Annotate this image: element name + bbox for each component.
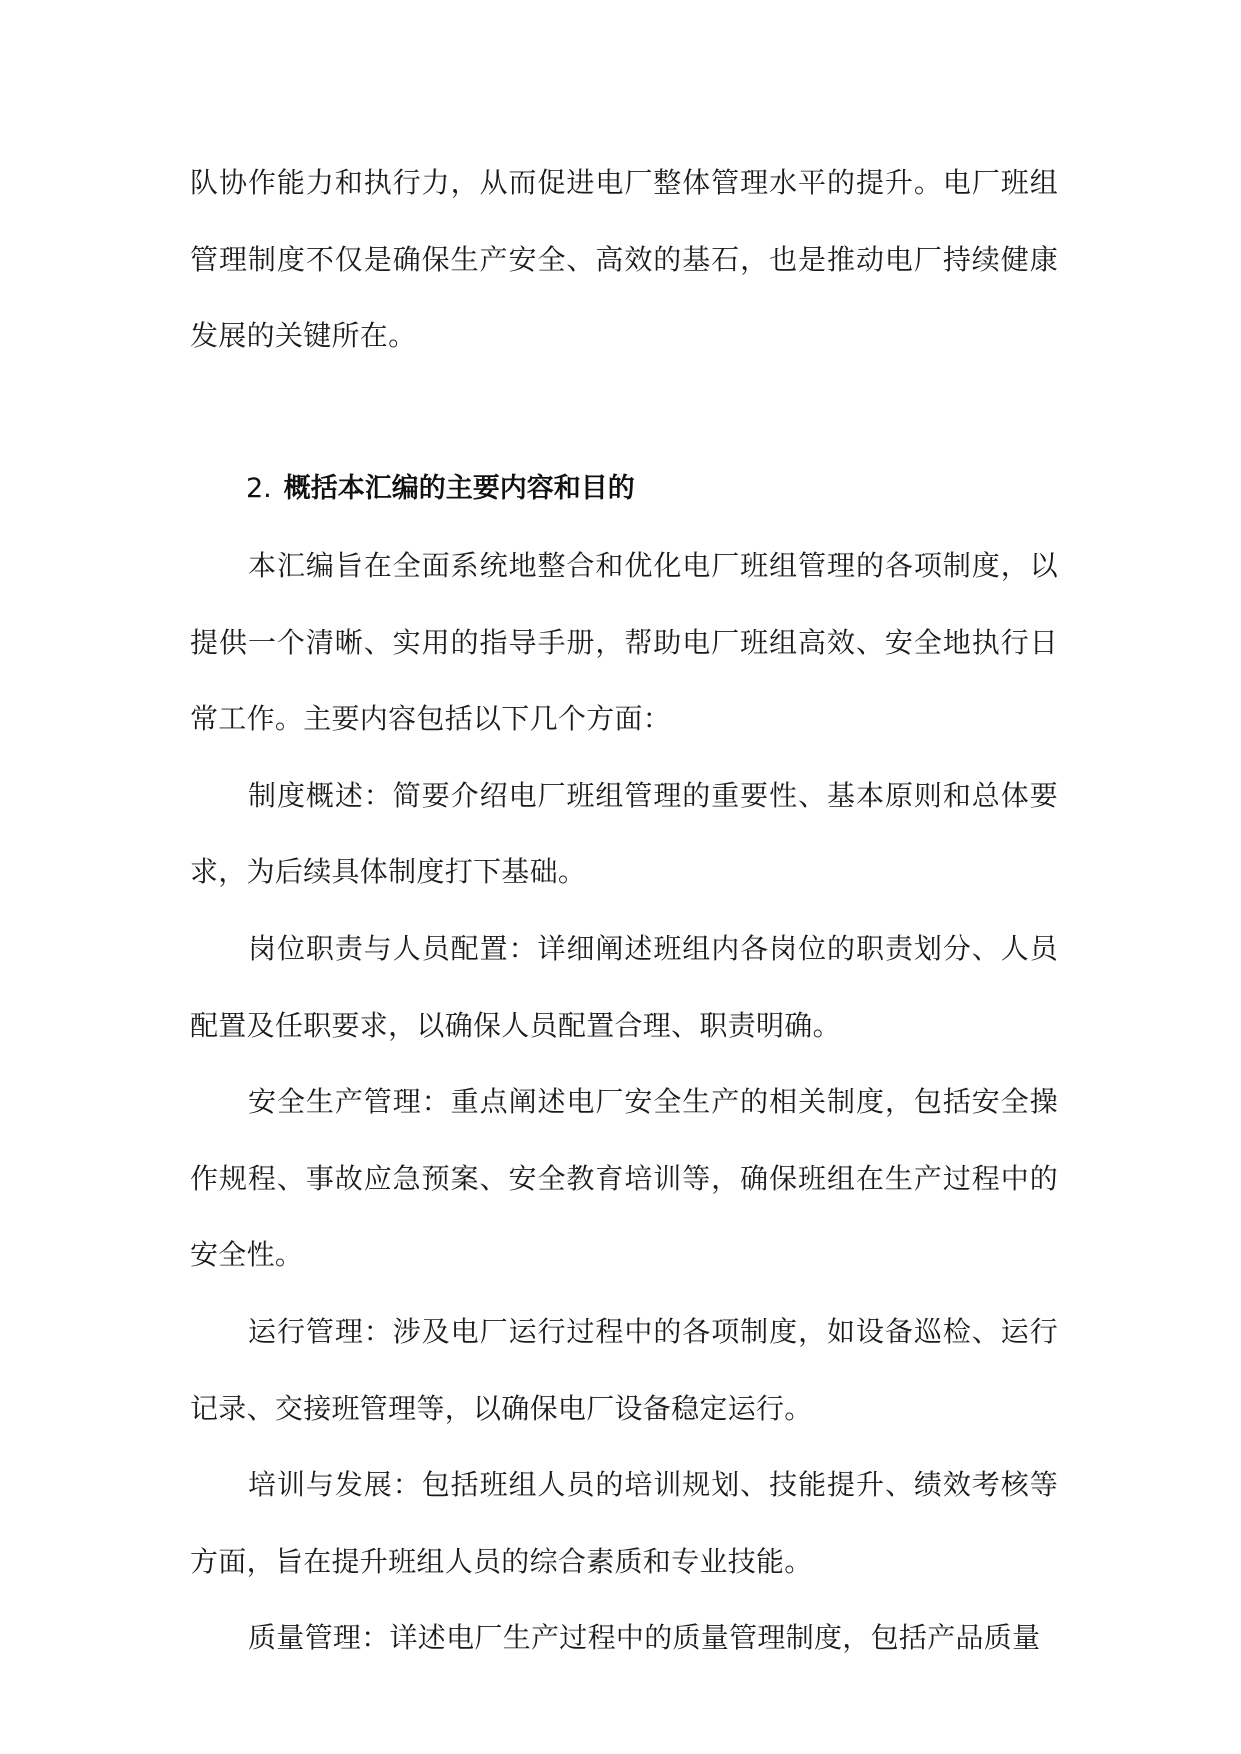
paragraph-overview: 制度概述：简要介绍电厂班组管理的重要性、基本原则和总体要求，为后续具体制度打下基础。 (190, 778, 1058, 889)
paragraph-training: 培训与发展：包括班组人员的培训规划、技能提升、绩效考核等方面，旨在提升班组人员的综合素质和专业技能。 (190, 1468, 1058, 1578)
paragraph-operations: 运行管理：涉及电厂运行过程中的各项制度，如设备巡检、运行记录、交接班管理等，以确保电厂设备稳定运行。 (190, 1314, 1058, 1425)
document-body (190, 145, 1058, 1677)
section-title: 概括本汇编的主要内容和目的 (283, 473, 635, 505)
paragraph-purpose: 本汇编旨在全面系统地整合和优化电厂班组管理的各项制度，以提供一个清晰、实用的指导手册，帮助电厂班组高效、安全地执行日常工作。主要内容包括以下几个方面： (190, 548, 1058, 736)
paragraph-quality: 质量管理：详述电厂生产过程中的质量管理制度，包括产品质量 (248, 1621, 1041, 1655)
paragraph-roles: 岗位职责与人员配置：详细阐述班组内各岗位的职责划分、人员配置及任职要求，以确保人员配置合理、职责明确。 (190, 931, 1058, 1042)
paragraph-safety: 安全生产管理：重点阐述电厂安全生产的相关制度，包括安全操作规程、事故应急预案、安全教育培训等，确保班组在生产过程中的安全性。 (190, 1085, 1058, 1272)
section-number: 2. (246, 473, 272, 505)
intro-paragraph: 队协作能力和执行力，从而促进电厂整体管理水平的提升。电厂班组管理制度不仅是确保生产安全、高效的基石，也是推动电厂持续健康发展的关键所在。 (190, 166, 1058, 353)
section-heading (190, 451, 1058, 528)
